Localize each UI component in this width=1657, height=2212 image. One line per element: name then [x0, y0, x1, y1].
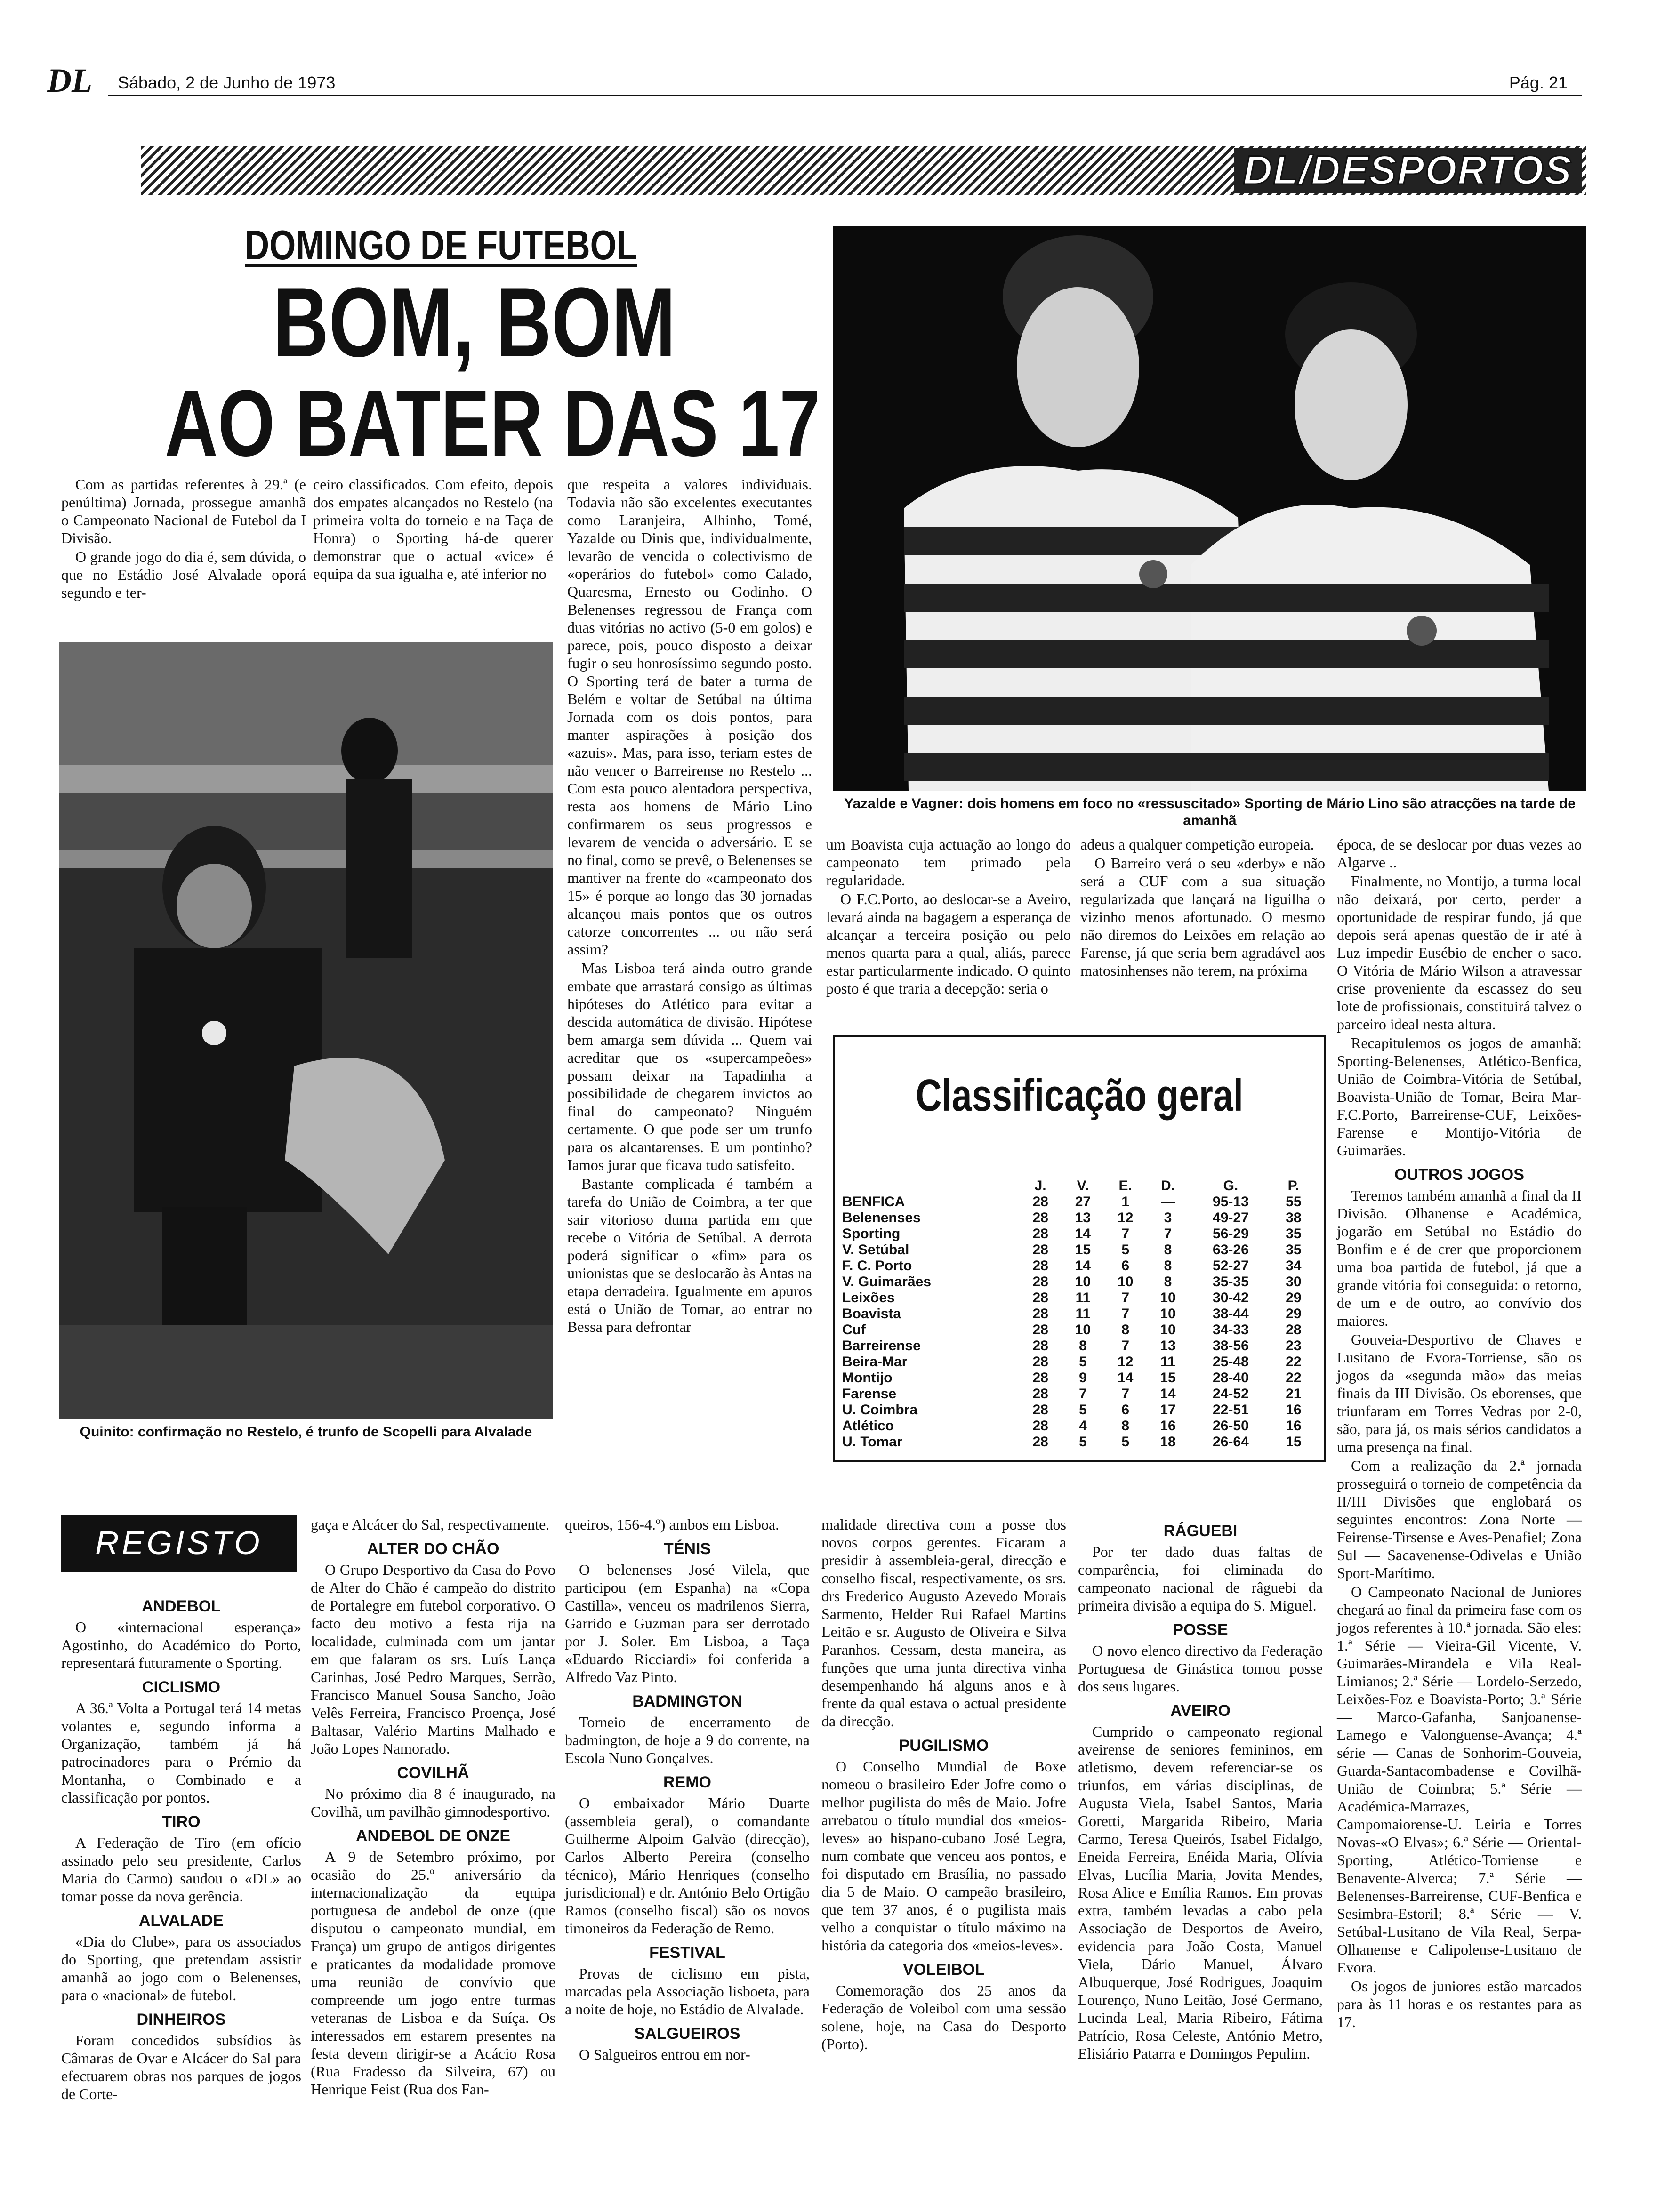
stat-cell: 29 — [1286, 1306, 1302, 1322]
brief-heading: VOLEIBOL — [903, 1961, 985, 1979]
team-name: Farense — [842, 1386, 897, 1402]
subheading-outros-jogos: OUTROS JOGOS — [1394, 1166, 1524, 1184]
paragraph: Com as partidas referentes à 29.ª (e penúltima) Jornada, prossegue amanhã o Campeonato Nacional de Futebol da I Divisão. — [61, 476, 306, 546]
section-label: DL/DESPORTOS — [1234, 148, 1582, 193]
standings-row — [839, 1274, 1315, 1290]
stat-cell: 28-40 — [1213, 1370, 1249, 1386]
brief-text: Comemoração dos 25 anos da Federação de Voleibol com uma sessão solene, hoje, na Casa do Desporto (Porto). — [821, 1982, 1066, 2052]
stat-cell: 28 — [1032, 1370, 1048, 1386]
registo-col1 — [61, 1591, 301, 2104]
stat-cell: — — [1160, 1194, 1175, 1210]
stat-cell: 5 — [1121, 1434, 1130, 1450]
paragraph: Gouveia-Desportivo de Chaves e Lusitano de Evora-Torriense, são os jogos da «segunda mão» das meias finais da III Divisão. Os eborenses, que triunfaram em Torres Vedras por 2-0, são, para já, os mais sérios candidatos a uma presença na final. — [1337, 1331, 1582, 1455]
col-header: D. — [1160, 1178, 1175, 1194]
standings-header-row — [839, 1178, 1315, 1194]
brief-text: A 9 de Setembro próximo, por ocasião do 25.º aniversário da internacionalização da equipa portuguesa de andebol de onze (que disputou o campeonato mundial, em França) um grupo de antigos dirigentes e praticantes da modalidade promove uma reunião de convívio que compreende um jogo entre turmas veteranas de Lisboa e da Suíça. Os interessados em estarem presentes na festa devem dirigir-se a Acácio Rosa (Rua Fradesso da Silveira, 67) ou Henrique Feist (Rua dos Fan- — [311, 1848, 555, 2098]
brief-heading: COVILHÃ — [397, 1764, 469, 1782]
photo-yazalde-vagner-art — [833, 226, 1586, 791]
stat-cell: 11 — [1075, 1306, 1091, 1322]
standings-table — [839, 1178, 1315, 1450]
paragraph: um Boavista cuja actuação ao longo do campeonato tem primado pela regularidade. — [826, 836, 1071, 889]
stat-cell: 8 — [1164, 1242, 1172, 1258]
stat-cell: 17 — [1160, 1402, 1176, 1418]
stat-cell: 6 — [1121, 1258, 1130, 1274]
stat-cell: 28 — [1032, 1338, 1048, 1354]
stat-cell: 34 — [1286, 1258, 1302, 1274]
stat-cell: 18 — [1160, 1434, 1176, 1450]
section-banner — [141, 146, 1586, 195]
stat-cell: 52-27 — [1213, 1258, 1249, 1274]
page-number: Pág. 21 — [1509, 73, 1568, 92]
team-name: U. Coimbra — [842, 1402, 918, 1418]
stat-cell: 35 — [1286, 1242, 1302, 1258]
brief-heading: RÁGUEBI — [1163, 1522, 1238, 1540]
stat-cell: 10 — [1160, 1306, 1176, 1322]
stat-cell: 38-44 — [1213, 1306, 1249, 1322]
team-name: Leixões — [842, 1290, 895, 1306]
team-name: Belenenses — [842, 1210, 921, 1226]
brief-text: O Conselho Mundial de Boxe nomeou o brasileiro Eder Jofre como o melhor pugilista do mês de Maio. Jofre arrebatou o título mundial dos «meios-leves» ao hispano-cubano José Legra, num combate que venceu aos pontos, e foi disputado em Brasília, no passado dia 5 de Maio. O campeão brasileiro, que tem 37 anos, é o pugilista mais velho a conquistar o título máximo na história da categoria dos «meios-leves». — [821, 1758, 1066, 1954]
stat-cell: 7 — [1121, 1306, 1130, 1322]
standings-row — [839, 1210, 1315, 1226]
stat-cell: 13 — [1075, 1210, 1091, 1226]
brief-heading: POSSE — [1173, 1621, 1228, 1639]
headline-line2: AO BATER DAS 17 — [165, 371, 820, 476]
registo-col5 — [1078, 1515, 1323, 2063]
stat-cell: 15 — [1160, 1370, 1176, 1386]
standings-row — [839, 1370, 1315, 1386]
brief-heading: ANDEBOL DE ONZE — [355, 1827, 511, 1845]
team-name: BENFICA — [842, 1194, 905, 1210]
team-name: Boavista — [842, 1306, 901, 1322]
brief-text: O novo elenco directivo da Federação Portuguesa de Ginástica tomou posse dos seus lugares. — [1078, 1642, 1323, 1695]
stat-cell: 28 — [1032, 1194, 1048, 1210]
stat-cell: 27 — [1075, 1194, 1091, 1210]
standings-row — [839, 1338, 1315, 1354]
brief-text: Foram concedidos subsídios às Câmaras de Ovar e Alcácer do Sal para efectuarem obras nos parques de jogos de Corte- — [61, 2032, 301, 2102]
registo-col4 — [821, 1515, 1066, 2054]
stat-cell: 8 — [1079, 1338, 1087, 1354]
stat-cell: 38-56 — [1213, 1338, 1249, 1354]
paragraph: gaça e Alcácer do Sal, respectivamente. — [311, 1516, 550, 1533]
stat-cell: 25-48 — [1213, 1354, 1249, 1370]
brief-heading: DINHEIROS — [137, 2011, 226, 2028]
team-name: Sporting — [842, 1226, 901, 1242]
paragraph: malidade directiva com a posse dos novos corpos gerentes. Ficaram a presidir à assembleia-geral, direcção e conselho fiscal, respectivamente, os srs. drs Frederico Augusto Azevedo Morais Sarmento, Helder Rui Rafael Martins Leitão e sr. Augusto de Oliveira e Silva Paranhos. Cessam, desta maneira, as funções que uma junta directiva vinha desempenhando há alguns anos e à frente da qual estava o actual presidente da direcção. — [821, 1516, 1066, 1730]
article-col6 — [1337, 835, 1582, 2032]
brief-text: Provas de ciclismo em pista, marcadas pela Associação lisboeta, para a noite de hoje, no Estádio de Alvalade. — [565, 1965, 810, 2018]
brief-text: Por ter dado duas faltas de comparência, foi eliminada do campeonato nacional de râguebi da primeira divisão a equipa do S. Miguel. — [1078, 1543, 1323, 1614]
brief-heading: TIRO — [162, 1813, 201, 1831]
stat-cell: 10 — [1075, 1274, 1091, 1290]
headline-line1: BOM, BOM — [273, 267, 676, 377]
stat-cell: 28 — [1032, 1274, 1048, 1290]
stat-cell: 11 — [1160, 1354, 1175, 1370]
stat-cell: 35-35 — [1213, 1274, 1249, 1290]
stat-cell: 28 — [1032, 1386, 1048, 1402]
brief-text: Torneio de encerramento de badmington, de hoje a 9 do corrente, na Escola Nuno Gonçalves. — [565, 1714, 810, 1766]
brief-text: Cumprido o campeonato regional aveirense de seniores femininos, em atletismo, devem referenciar-se os triunfos, em várias disciplinas, de Augusta Viela, Isabel Santos, Maria Goretti, Margarida Ribeiro, Maria Carmo, Teresa Queirós, Isabel Fidalgo, Eneida Ferreira, Enéida Maria, Olívia Elvas, Lucília Maria, Jovita Mendes, Rosa Alice e Emília Ramos. Em provas extra, também levadas a cabo pela Associação de Desportos de Aveiro, evidencia para João Costa, Manuel Viela, Dário Manuel, Álvaro Albuquerque, José Rodrigues, Joaquim Lourenço, Nuno Leitão, José Germano, Lucinda Leal, Maria Ribeiro, Fátima Patrício, Rosa Celeste, António Metro, Elisiário Patarra e Domingos Pepulim. — [1078, 1723, 1323, 2062]
jersey-right — [1191, 505, 1549, 791]
stat-cell: 1 — [1121, 1194, 1130, 1210]
paragraph: O Campeonato Nacional de Juniores chegará ao final da primeira fase com os jogos referentes à 10.ª jornada. São eles: 1.ª Série — Vieira-Gil Vicente, V. Guimarães-Mirandela e Vila Real-Limianos; 2.ª Série — Lordelo-Serzedo, Leixões-Foz e Boavista-Porto; 3.ª Série — Marco-Gafanha, Sanjoanense-Lamego e Valonguense-Avança; 4.ª série — Canas de Sonhorim-Gouveia, Guarda-Santacombadense e Covilhã-União de Coimbra; 5.ª Série — Académica-Marrazes, Campomaiorense-U. Leiria e Torres Novas-«O Elvas»; 6.ª Série — Oriental-Sporting, Atlético-Torriense e Benavente-Alverca; 7.ª Série — Belenenses-Barreirense, CUF-Benfica e Sesimbra-Estoril; 8.ª Série — V. Setúbal-Lusitano de Vila Real, Serpa-Olhanense e Calipolense-Lusitano de Evora. — [1337, 1583, 1582, 1976]
brief-text: A Federação de Tiro (em ofício assinado pelo seu presidente, Carlos Maria do Carmo) saudou o «DL» ao tomar posse da nova gerência. — [61, 1834, 301, 1905]
brief-heading: TÉNIS — [663, 1540, 711, 1558]
stat-cell: 38 — [1286, 1210, 1302, 1226]
logo: DL — [47, 62, 92, 99]
article-col4 — [826, 835, 1071, 998]
brief-text: O «internacional esperança» Agostinho, do Académico do Porto, representará futuramente o Sporting. — [61, 1619, 301, 1671]
paragraph: adeus a qualquer competição europeia. — [1080, 836, 1314, 853]
standings-row — [839, 1242, 1315, 1258]
paragraph: O grande jogo do dia é, sem dúvida, o que no Estádio José Alvalade oporá segundo e ter- — [61, 548, 306, 601]
stat-cell: 13 — [1160, 1338, 1176, 1354]
paragraph: Bastante complicada é também a tarefa do União de Coimbra, a ter que sair vitorioso duma partida em que recebe o Vitória de Setúbal. A derrota poderá significar o «fim» para os unionistas que se deslocarão às Antas na etapa derradeira. Igualmente em apuros está o União de Tomar, ao entrar no Bessa para defrontar — [567, 1175, 812, 1335]
registo-col2 — [311, 1515, 555, 2099]
col-header: G. — [1223, 1178, 1239, 1194]
stat-cell: 6 — [1121, 1402, 1130, 1418]
col-header: P. — [1287, 1178, 1300, 1194]
stat-cell: 14 — [1118, 1370, 1134, 1386]
stat-cell: 55 — [1286, 1194, 1302, 1210]
standings-row — [839, 1418, 1315, 1434]
team-name: Cuf — [842, 1322, 866, 1338]
col-header: J. — [1034, 1178, 1046, 1194]
stat-cell: 8 — [1121, 1418, 1130, 1434]
brief-heading: BADMINGTON — [632, 1692, 742, 1710]
standings-row — [839, 1290, 1315, 1306]
team-name: U. Tomar — [842, 1434, 902, 1450]
article-col1 — [61, 475, 306, 602]
brief-heading: FESTIVAL — [649, 1944, 725, 1962]
standings-row — [839, 1322, 1315, 1338]
stat-cell: 10 — [1160, 1290, 1176, 1306]
photo-quinito-caption: Quinito: confirmação no Restelo, é trunfo de Scopelli para Alvalade — [80, 1424, 532, 1440]
paragraph: O Barreiro verá o seu «derby» e não será a CUF com a sua situação regularizada que lançará na liguilha o vizinho menos afortunado. O mesmo não diremos do Leixões em relação ao Farense, já que seria bem agradável aos matosinhenses não terem, na próxima — [1080, 855, 1325, 979]
standings-row — [839, 1386, 1315, 1402]
paragraph: Os jogos de juniores estão marcados para às 11 horas e os restantes para as 17. — [1337, 1978, 1582, 2030]
stat-cell: 16 — [1286, 1418, 1302, 1434]
stat-cell: 28 — [1032, 1418, 1048, 1434]
brief-text: O Salgueiros entrou em nor- — [579, 2046, 750, 2063]
stat-cell: 95-13 — [1213, 1194, 1249, 1210]
stat-cell: 14 — [1075, 1258, 1091, 1274]
stat-cell: 5 — [1121, 1242, 1130, 1258]
stat-cell: 28 — [1032, 1434, 1048, 1450]
paragraph: queiros, 156-4.º) ambos em Lisboa. — [565, 1516, 780, 1533]
stat-cell: 28 — [1032, 1258, 1048, 1274]
brief-heading: AVEIRO — [1170, 1702, 1231, 1720]
stat-cell: 22 — [1286, 1370, 1302, 1386]
stat-cell: 24-52 — [1213, 1386, 1249, 1402]
stat-cell: 12 — [1118, 1354, 1134, 1370]
team-name: Beira-Mar — [842, 1354, 908, 1370]
paragraph: que respeita a valores individuais. Todavia não são excelentes executantes como Laranjeira, Alhinho, Tomé, Yazalde ou Dinis que, individualmente, levarão de vencida o colectivismo de «operários do futebol» como Calado, Quaresma, Ernesto ou Godinho. O Belenenses regressou de França com duas vitórias no activo (5-0 em golos) e parece, pois, pouco disposto a deixar fugir o seu honrosíssimo segundo posto. O Sporting terá de bater a turma de Belém e voltar de Setúbal na última Jornada com os dois pontos, para manter aspirações à posição dos «azuis». Mas, para isso, teriam estes de não vencer o Barreirense no Restelo ... Com esta pouco alentadora perspectiva, resta aos homens de Mário Lino confirmarem os seus progressos e levarem de vencida o adversário. E se no final, como se prevê, o Belenenses se mantiver na frente do «campeonato dos 15» é porque ao longo das 30 jornadas alcançou mais pontos que os outros catorze concorrentes ... ou não será assim? — [567, 476, 812, 958]
standings-row — [839, 1354, 1315, 1370]
stat-cell: 5 — [1079, 1402, 1087, 1418]
standings-row — [839, 1306, 1315, 1322]
stat-cell: 28 — [1286, 1322, 1302, 1338]
stat-cell: 49-27 — [1213, 1210, 1249, 1226]
brief-text: O embaixador Mário Duarte (assembleia geral), o comandante Guilherme Alpoim Galvão (direcção), Carlos Alberto Pereira (conselho técnico), Mário Henriques (conselho jurisdicional) e dr. António Belo Ortigão Ramos (conselho fiscal) são os novos timoneiros da Federação de Remo. — [565, 1795, 810, 1937]
stat-cell: 4 — [1079, 1418, 1087, 1434]
stat-cell: 23 — [1286, 1338, 1302, 1354]
paragraph: Teremos também amanhã a final da II Divisão. Olhanense e Académica, jogarão em Setúbal no Estádio do Bonfim e é de crer que proporcionem uma boa partida de futebol, já que a grande vitória foi conseguida: o retorno, de um e de outro, ao convívio dos maiores. — [1337, 1187, 1582, 1329]
stat-cell: 34-33 — [1213, 1322, 1249, 1338]
masthead — [47, 62, 1577, 99]
stat-cell: 30 — [1286, 1274, 1302, 1290]
stat-cell: 56-29 — [1213, 1226, 1249, 1242]
standings-row — [839, 1226, 1315, 1242]
paragraph: Mas Lisboa terá ainda outro grande embate que arrastará consigo as últimas hipóteses do Atlético para evitar a descida automática de divisão. Hipótese bem amarga sem dúvida ... Quem vai acreditar que os «supercampeões» possam deixar na Tapadinha a possibilidade de chegarem invictos ao final do campeonato? Ninguém certamente. O que pode ser um trunfo para os alcantarenses. E um pontinho? Iamos jurar que ficava tudo satisfeito. — [567, 960, 812, 1173]
photo-quinito — [59, 642, 553, 1419]
brief-text: O Grupo Desportivo da Casa do Povo de Alter do Chão é campeão do distrito de Portalegre em futebol corporativo. O facto deu motivo a festa rija na localidade, culminada com um jantar em que falaram os srs. Luís Lança Carinhas, José Pedro Marques, Serrão, Francisco Manuel Sousa Sancho, João Velês Ferreira, Francisco Proença, José Baltasar, Valério Martins Malhado e João Lopes Namorado. — [311, 1561, 555, 1757]
stat-cell: 28 — [1032, 1242, 1048, 1258]
paragraph: O F.C.Porto, ao deslocar-se a Aveiro, levará ainda na bagagem a esperança de alcançar a terceira posição ou pelo menos quarta para a qual, aliás, parece estar particularmente indicado. O quinto posto é que traria a decepção: seria o — [826, 890, 1071, 997]
col-header: E. — [1118, 1178, 1132, 1194]
stat-cell: 7 — [1121, 1338, 1130, 1354]
standings-row — [839, 1402, 1315, 1418]
stat-cell: 7 — [1121, 1290, 1130, 1306]
photo-yazalde-vagner-caption: Yazalde e Vagner: dois homens em foco no «ressuscitado» Sporting de Mário Lino são atracções na tarde de amanhã — [844, 796, 1576, 828]
paragraph: Com a realização da 2.ª jornada prosseguirá o torneio de competência da II/III Divisões que englobará os seguintes encontros: Zona Norte — Feirense-Tirsense e Aves-Penafiel; Zona Sul — Sacavenense-Odivelas e União Sport-Marítimo. — [1337, 1457, 1582, 1581]
stat-cell: 8 — [1164, 1274, 1172, 1290]
stat-cell: 16 — [1160, 1418, 1176, 1434]
brief-heading: REMO — [663, 1773, 711, 1791]
stat-cell: 15 — [1075, 1242, 1091, 1258]
stat-cell: 28 — [1032, 1306, 1048, 1322]
team-name: Barreirense — [842, 1338, 921, 1354]
stat-cell: 9 — [1079, 1370, 1087, 1386]
stat-cell: 11 — [1075, 1290, 1091, 1306]
brief-heading: ANDEBOL — [141, 1597, 221, 1615]
masthead-rule — [108, 95, 1582, 96]
article-col2 — [313, 475, 553, 584]
stat-cell: 14 — [1075, 1226, 1091, 1242]
stat-cell: 3 — [1164, 1210, 1172, 1226]
brief-text: No próximo dia 8 é inaugurado, na Covilhã, um pavilhão gimnodesportivo. — [311, 1785, 555, 1820]
photo-quinito-art — [59, 642, 553, 1419]
paragraph: ceiro classificados. Com efeito, depois dos empates alcançados no Restelo (na primeira volta do torneio e na Taça de Honra) o Sporting há-de querer demonstrar que o actual «vice» é equipa da sua igualha e, até inferior no — [313, 476, 553, 582]
stat-cell: 5 — [1079, 1354, 1087, 1370]
team-name: Montijo — [842, 1370, 893, 1386]
brief-heading: ALTER DO CHÃO — [367, 1540, 499, 1558]
standings-row — [839, 1434, 1315, 1450]
stat-cell: 7 — [1079, 1386, 1087, 1402]
team-name: V. Setúbal — [842, 1242, 909, 1258]
team-name: V. Guimarães — [842, 1274, 932, 1290]
stat-cell: 28 — [1032, 1354, 1048, 1370]
photo-yazalde-vagner — [833, 226, 1586, 791]
stat-cell: 7 — [1121, 1386, 1130, 1402]
brief-heading: CICLISMO — [142, 1678, 221, 1696]
stat-cell: 8 — [1164, 1258, 1172, 1274]
stat-cell: 14 — [1160, 1386, 1176, 1402]
brief-text: «Dia do Clube», para os associados do Sporting, que pretendam assistir amanhã ao jogo com o Belenenses, para o «nacional» de futebol. — [61, 1933, 301, 2004]
stat-cell: 63-26 — [1213, 1242, 1249, 1258]
stat-cell: 30-42 — [1213, 1290, 1249, 1306]
registo-box — [61, 1515, 297, 1572]
stat-cell: 22 — [1286, 1354, 1302, 1370]
stat-cell: 5 — [1079, 1434, 1087, 1450]
stat-cell: 12 — [1118, 1210, 1134, 1226]
stat-cell: 28 — [1032, 1322, 1048, 1338]
team-name: F. C. Porto — [842, 1258, 912, 1274]
stat-cell: 35 — [1286, 1226, 1302, 1242]
paragraph: Recapitulemos os jogos de amanhã: Sporting-Belenenses, Atlético-Benfica, União de Coimbra-Vitória de Setúbal, Boavista-União de Tomar, Beira Mar-F.C.Porto, Barreirense-CUF, Leixões-Farense e Montijo-Vitória de Guimarães. — [1337, 1034, 1582, 1159]
stat-cell: 28 — [1032, 1210, 1048, 1226]
stat-cell: 28 — [1032, 1226, 1048, 1242]
headline-kicker: DOMINGO DE FUTEBOL — [245, 222, 637, 268]
stat-cell: 10 — [1118, 1274, 1134, 1290]
stat-cell: 26-50 — [1213, 1418, 1249, 1434]
stat-cell: 26-64 — [1213, 1434, 1249, 1450]
stat-cell: 15 — [1286, 1434, 1302, 1450]
stat-cell: 16 — [1286, 1402, 1302, 1418]
brief-heading: PUGILISMO — [899, 1737, 989, 1755]
paragraph: Finalmente, no Montijo, a turma local não deixará, por certo, perder a oportunidade de respirar fundo, já que depois será apenas questão de ir até à Luz impedir Eusébio de encher o saco. O Vitória de Mário Wilson a atravessar crise proveniente da escassez do seu lote de profissionais, constituirá talvez o parceiro ideal nesta altura. — [1337, 873, 1582, 1033]
stat-cell: 29 — [1286, 1290, 1302, 1306]
stat-cell: 7 — [1121, 1226, 1130, 1242]
standings-row — [839, 1194, 1315, 1210]
issue-date: Sábado, 2 de Junho de 1973 — [118, 73, 336, 92]
brief-heading: SALGUEIROS — [634, 2025, 740, 2043]
paragraph: época, de se deslocar por duas vezes ao Algarve .. — [1337, 836, 1582, 871]
team-name: Atlético — [842, 1418, 894, 1434]
registo-col3 — [565, 1515, 810, 2064]
col-header: V. — [1077, 1178, 1089, 1194]
article-col3 — [567, 475, 812, 1337]
brief-text: A 36.ª Volta a Portugal terá 14 metas volantes e, segundo informa a Organização, também já há patrocinadores para o Prémio da Montanha, o Combinado e a classificação por pontos. — [61, 1699, 301, 1806]
registo-title: REGISTO — [95, 1524, 263, 1561]
stat-cell: 10 — [1160, 1322, 1176, 1338]
stat-cell: 8 — [1121, 1322, 1130, 1338]
standings-title: Classificação geral — [916, 1070, 1243, 1121]
standings-box — [833, 1035, 1326, 1462]
article-col5 — [1080, 835, 1325, 980]
stat-cell: 22-51 — [1213, 1402, 1249, 1418]
stat-cell: 7 — [1164, 1226, 1172, 1242]
brief-text: O belenenses José Vilela, que participou (em Espanha) na «Copa Castilla», venceu os madrilenos Sierra, Garrido e Guzman para ser derrotado por J. Soler. Em Lisboa, a Taça «Eduardo Ricciardi» foi conferida a Alfredo Vaz Pinto. — [565, 1561, 810, 1685]
stat-cell: 21 — [1286, 1386, 1302, 1402]
standings-row — [839, 1258, 1315, 1274]
brief-heading: ALVALADE — [138, 1912, 224, 1930]
stat-cell: 10 — [1075, 1322, 1091, 1338]
stat-cell: 28 — [1032, 1402, 1048, 1418]
stat-cell: 28 — [1032, 1290, 1048, 1306]
